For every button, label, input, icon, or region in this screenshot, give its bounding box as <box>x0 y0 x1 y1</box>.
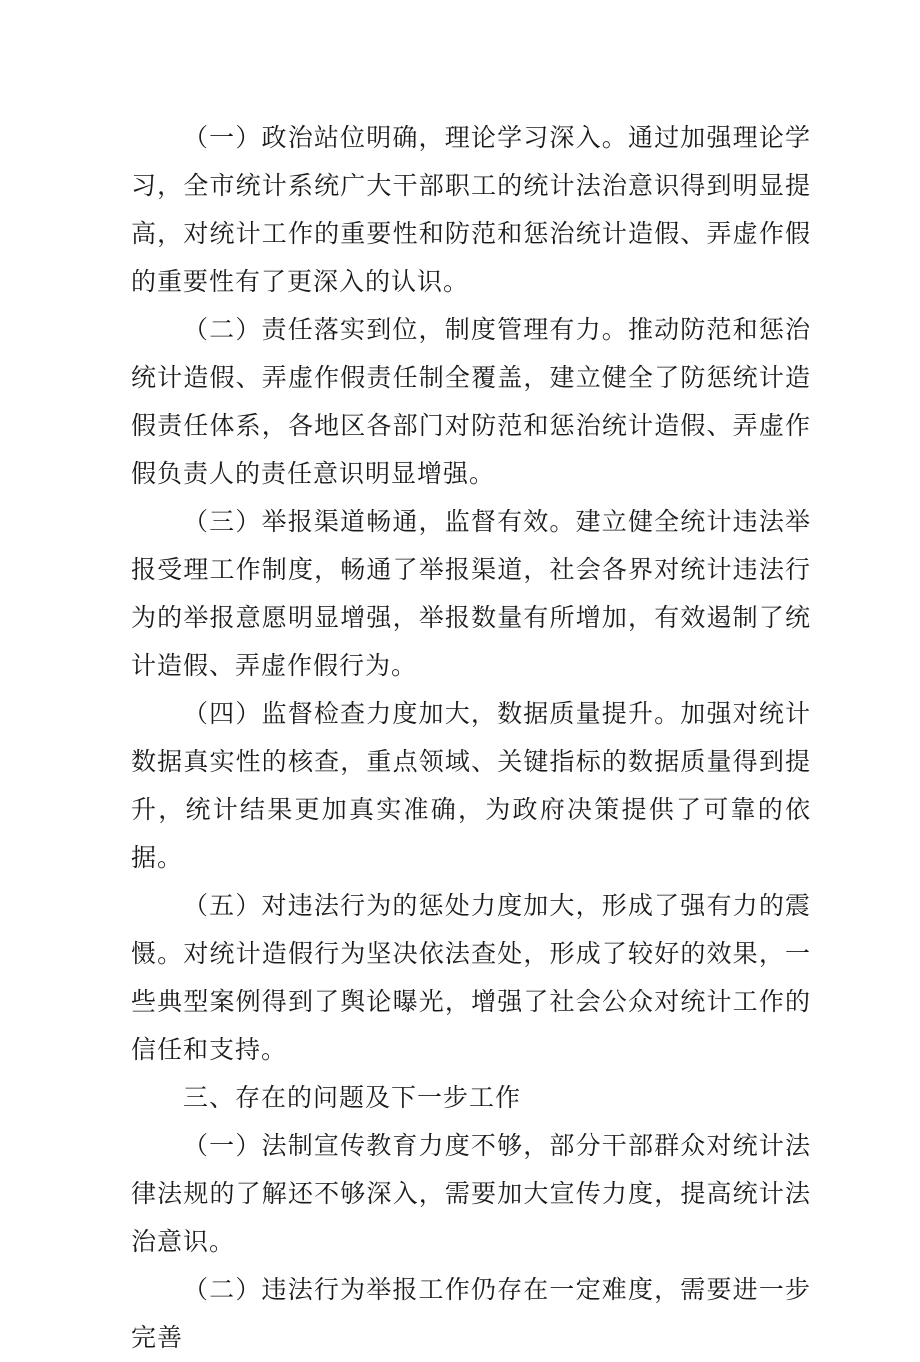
paragraph-3: （三）举报渠道畅通，监督有效。建立健全统计违法举报受理工作制度，畅通了举报渠道，社会各界对统计违法行为的举报意愿明显增强，举报数量有所增加，有效遏制了统计造假、弄虚作假行为。 <box>131 507 811 680</box>
paragraph-2: （二）责任落实到位，制度管理有力。推动防范和惩治统计造假、弄虚作假责任制全覆盖，建立健全了防惩统计造假责任体系，各地区各部门对防范和惩治统计造假、弄虚作假负责人的责任意识明显增强。 <box>131 315 811 488</box>
section-paragraph-1: （一）法制宣传教育力度不够，部分干部群众对统计法律法规的了解还不够深入，需要加大宣传力度，提高统计法治意识。 <box>131 1131 811 1256</box>
document-body <box>131 114 811 1362</box>
section-heading: 三、存在的问题及下一步工作 <box>183 1083 522 1112</box>
paragraph-1: （一）政治站位明确，理论学习深入。通过加强理论学习，全市统计系统广大干部职工的统计法治意识得到明显提高，对统计工作的重要性和防范和惩治统计造假、弄虚作假的重要性有了更深入的认识。 <box>131 123 811 296</box>
paragraph-5: （五）对违法行为的惩处力度加大，形成了强有力的震慑。对统计造假行为坚决依法查处，形成了较好的效果，一些典型案例得到了舆论曝光，增强了社会公众对统计工作的信任和支持。 <box>131 891 811 1064</box>
paragraph-4: （四）监督检查力度加大，数据质量提升。加强对统计数据真实性的核查，重点领域、关键指标的数据质量得到提升，统计结果更加真实准确，为政府决策提供了可靠的依据。 <box>131 699 811 872</box>
section-paragraph-2: （二）违法行为举报工作仍存在一定难度，需要进一步完善 <box>131 1275 811 1352</box>
